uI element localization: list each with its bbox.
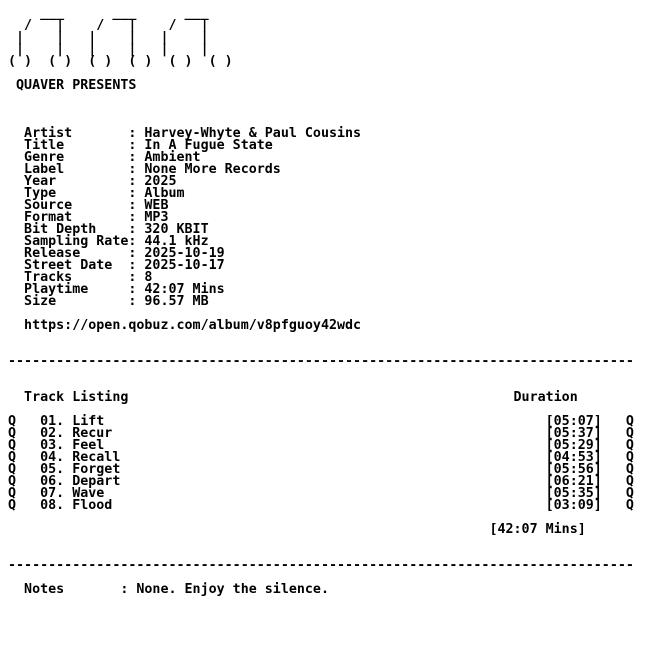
- nfo-text: ___ ___ ___ / | / | / | | | | | | | | | | | | | ( ) ( ) ( ) ( ) ( ) ( ) QUAVER PRESENTS Artist : Harvey-Whyte & Paul Cousins Title : In A Fugue State Genre : Ambient Label : None More Records Year : 2025 Type : Album Source : WEB Format : MP3 Bit Depth : 320 KBIT Sampling Rate: 44.1 kHz Release : 2025-10-19 Street Date : 2025-10-17 Tracks : 8 Playtime : 42:07 Mins Size : 96.57 MB https://open.qobuz.com/album/v8pfguoy42wdc ------------------------------------------------------------------------------ Track Listing Duration Q 01. Lift [05:07] Q Q 02. Recur [05:37] Q Q 03. Feel [05:29] Q Q 04. Recall [04:53] Q Q 05. Forget [05:56] Q Q 06. Depart [06:21] Q Q 07. Wave [05:35] Q Q 08. Flood [03:09] Q [42:07 Mins] ------------------------------------------------------------------------------ Notes : None. Enjoy the silence.: [8, 6, 634, 597]
